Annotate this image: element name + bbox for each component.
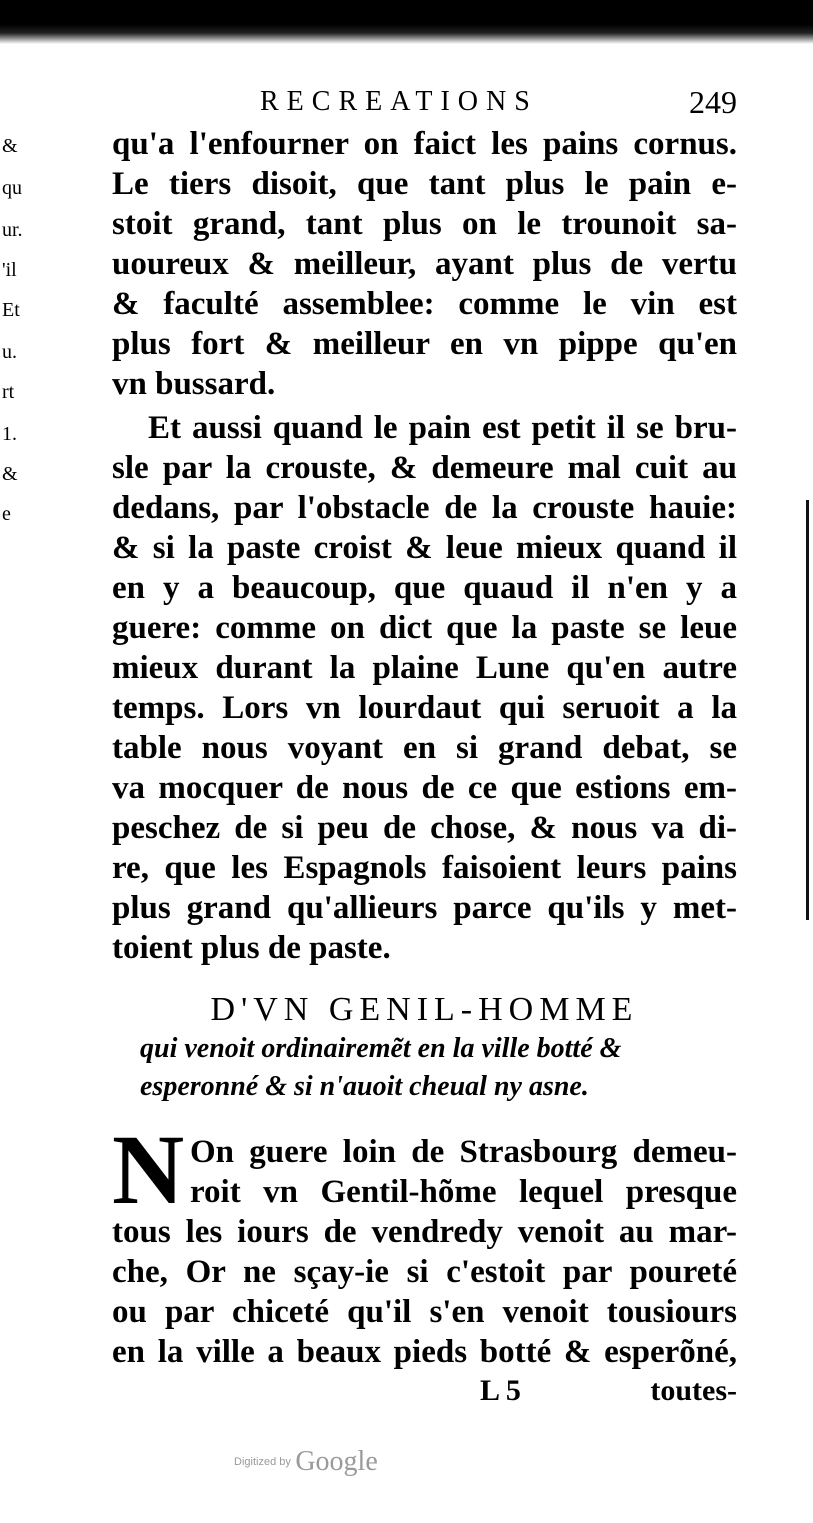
- text-line: guere: comme on dict que la paste se leue: [112, 610, 737, 646]
- text-line: toient plus de paste.: [112, 930, 391, 966]
- margin-fragment: ur.: [2, 219, 23, 241]
- text-line: uoureux & meilleur, ayant plus de vertu: [112, 246, 737, 282]
- text-line: roit vn Gentil-hõme lequel presque: [190, 1174, 737, 1210]
- section-subtitle-line: qui venoit ordinairemẽt en la ville botté &: [140, 1033, 622, 1064]
- text-line: mieux durant la plaine Lune qu'en autre: [112, 650, 737, 686]
- page-footer: [112, 1374, 737, 1418]
- text-line: stoit grand, tant plus on le trounoit sa-: [112, 206, 737, 242]
- page-number: 249: [689, 84, 737, 120]
- adjacent-page-margin: [0, 120, 23, 820]
- margin-fragment: 1.: [2, 423, 17, 445]
- drop-cap: N: [112, 1114, 185, 1225]
- text-line: On guere loin de Strasbourg demeu-: [190, 1134, 737, 1170]
- story-paragraph: [112, 1114, 737, 1372]
- paragraph-1: [112, 124, 737, 404]
- text-line: va mocquer de nous de ce que estions em-: [112, 770, 737, 806]
- digitized-by-google-watermark: [234, 1446, 378, 1478]
- signature-mark: L 5: [480, 1374, 521, 1407]
- text-line: tous les iours de vendredy venoit au mar-: [112, 1214, 737, 1250]
- text-line: peschez de si peu de chose, & nous va di-: [112, 810, 737, 846]
- text-line: Et aussi quand le pain est petit il se bru-: [148, 410, 737, 446]
- google-logo: Google: [295, 1446, 378, 1477]
- margin-fragment: &: [2, 135, 18, 157]
- text-line: sle par la crouste, & demeure mal cuit au: [112, 450, 737, 486]
- catchword: toutes-: [650, 1374, 737, 1407]
- margin-fragment: Et: [2, 299, 20, 321]
- text-line: plus fort & meilleur en vn pippe qu'en: [112, 326, 737, 362]
- margin-fragment: u.: [2, 341, 17, 363]
- text-line: en la ville a beaux pieds botté & esperõné,: [112, 1334, 737, 1370]
- page-edge-shadow: [806, 500, 809, 920]
- margin-fragment: rt: [2, 381, 15, 403]
- text-line: plus grand qu'allieurs parce qu'ils y met-: [112, 890, 737, 926]
- section-title: D'VN GENIL-HOMME: [210, 991, 639, 1028]
- margin-fragment: qu: [2, 177, 22, 199]
- margin-fragment: &: [2, 463, 18, 485]
- text-line: che, Or ne sçay-ie si c'estoit par poureté: [112, 1254, 737, 1290]
- text-line: ou par chiceté qu'il s'en venoit tousiours: [112, 1294, 737, 1330]
- paragraph-2: [112, 408, 737, 968]
- text-line: Le tiers disoit, que tant plus le pain e-: [112, 166, 737, 202]
- text-line: table nous voyant en si grand debat, se: [112, 730, 737, 766]
- margin-fragment: e: [2, 503, 11, 525]
- text-line: vn bussard.: [112, 366, 276, 402]
- margin-fragment: 'il: [2, 259, 17, 281]
- watermark-prefix: Digitized by: [234, 1456, 291, 1468]
- text-line: dedans, par l'obstacle de la crouste hauie:: [112, 490, 737, 526]
- running-title: RECREATIONS: [260, 86, 538, 117]
- page-header: [112, 80, 737, 122]
- book-page: [112, 80, 737, 1418]
- text-line: & si la paste croist & leue mieux quand il: [112, 530, 737, 566]
- text-line: qu'a l'enfourner on faict les pains cornus.: [112, 126, 737, 162]
- section-subtitle-line: esperonné & si n'auoit cheual ny asne.: [140, 1071, 589, 1102]
- text-line: temps. Lors vn lourdaut qui seruoit a la: [112, 690, 737, 726]
- text-line: re, que les Espagnols faisoient leurs pains: [112, 850, 737, 886]
- scanned-page-top-edge: [0, 0, 813, 44]
- text-line: en y a beaucoup, que quaud il n'en y a: [112, 570, 737, 606]
- text-line: & faculté assemblee: comme le vin est: [112, 286, 737, 322]
